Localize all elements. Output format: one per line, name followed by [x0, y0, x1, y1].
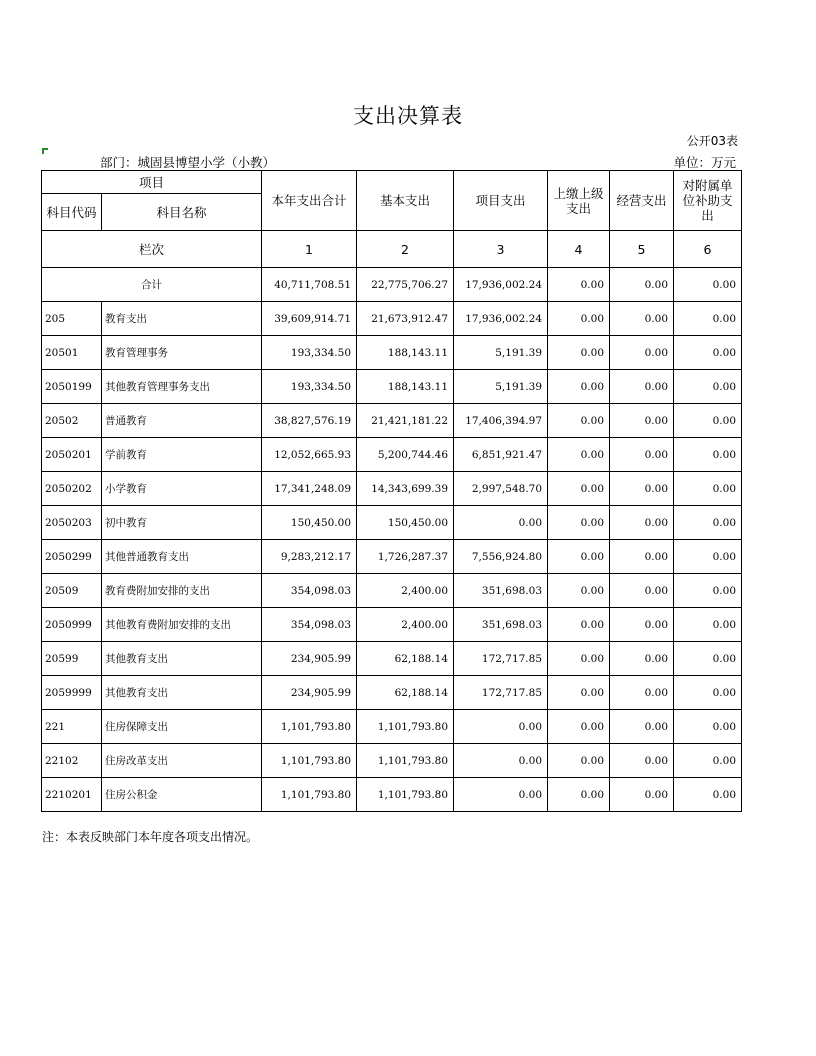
index-col: 4 — [548, 231, 610, 268]
row-value: 0.00 — [548, 404, 610, 438]
row-value: 0.00 — [454, 778, 548, 812]
row-value: 0.00 — [610, 370, 674, 404]
row-value: 0.00 — [454, 506, 548, 540]
header-item: 项目 — [42, 171, 262, 194]
row-value: 150,450.00 — [262, 506, 357, 540]
table-row — [42, 676, 742, 710]
row-code: 22102 — [42, 744, 102, 778]
row-value: 0.00 — [610, 710, 674, 744]
row-value: 193,334.50 — [262, 370, 357, 404]
sum-value: 0.00 — [610, 268, 674, 302]
row-value: 0.00 — [610, 506, 674, 540]
row-name: 住房改革支出 — [102, 744, 262, 778]
row-value: 9,283,212.17 — [262, 540, 357, 574]
table-row — [42, 438, 742, 472]
row-code: 20502 — [42, 404, 102, 438]
row-name: 教育支出 — [102, 302, 262, 336]
row-value: 0.00 — [674, 710, 742, 744]
department-label: 部门：城固县博望小学（小教） — [100, 155, 276, 170]
row-value: 0.00 — [610, 574, 674, 608]
row-value: 38,827,576.19 — [262, 404, 357, 438]
row-value: 62,188.14 — [357, 642, 454, 676]
row-value: 5,191.39 — [454, 336, 548, 370]
row-value: 0.00 — [610, 404, 674, 438]
row-value: 234,905.99 — [262, 676, 357, 710]
row-value: 0.00 — [548, 608, 610, 642]
index-col: 2 — [357, 231, 454, 268]
row-value: 0.00 — [454, 744, 548, 778]
row-name: 小学教育 — [102, 472, 262, 506]
row-value: 193,334.50 — [262, 336, 357, 370]
row-code: 2050299 — [42, 540, 102, 574]
row-value: 0.00 — [548, 438, 610, 472]
header-name: 科目名称 — [102, 194, 262, 231]
row-value: 0.00 — [548, 540, 610, 574]
row-value: 0.00 — [674, 370, 742, 404]
row-value: 1,101,793.80 — [357, 778, 454, 812]
table-row — [42, 472, 742, 506]
header-total: 本年支出合计 — [262, 171, 357, 231]
sum-value: 0.00 — [674, 268, 742, 302]
sum-label: 合计 — [42, 268, 262, 302]
form-number: 公开03表 — [686, 134, 738, 148]
row-code: 221 — [42, 710, 102, 744]
index-col: 6 — [674, 231, 742, 268]
row-value: 5,200,744.46 — [357, 438, 454, 472]
table-row — [42, 608, 742, 642]
row-code: 2050203 — [42, 506, 102, 540]
row-value: 0.00 — [674, 676, 742, 710]
row-value: 1,101,793.80 — [262, 710, 357, 744]
index-col: 1 — [262, 231, 357, 268]
row-value: 1,101,793.80 — [262, 744, 357, 778]
table-row — [42, 404, 742, 438]
table-row — [42, 370, 742, 404]
row-value: 2,400.00 — [357, 608, 454, 642]
row-value: 0.00 — [674, 336, 742, 370]
row-value: 0.00 — [610, 336, 674, 370]
row-value: 2,997,548.70 — [454, 472, 548, 506]
row-value: 0.00 — [674, 540, 742, 574]
row-value: 351,698.03 — [454, 574, 548, 608]
row-value: 0.00 — [548, 472, 610, 506]
row-code: 20599 — [42, 642, 102, 676]
header-basic: 基本支出 — [357, 171, 454, 231]
row-value: 1,101,793.80 — [357, 710, 454, 744]
row-value: 0.00 — [674, 404, 742, 438]
row-value: 0.00 — [548, 744, 610, 778]
sum-value: 22,775,706.27 — [357, 268, 454, 302]
row-value: 0.00 — [548, 676, 610, 710]
row-value: 0.00 — [674, 472, 742, 506]
row-name: 住房保障支出 — [102, 710, 262, 744]
row-value: 0.00 — [610, 608, 674, 642]
row-name: 其他教育支出 — [102, 642, 262, 676]
row-value: 0.00 — [674, 744, 742, 778]
table-row — [42, 540, 742, 574]
row-value: 172,717.85 — [454, 642, 548, 676]
row-value: 188,143.11 — [357, 370, 454, 404]
row-code: 2050202 — [42, 472, 102, 506]
header-business: 经营支出 — [610, 171, 674, 231]
sum-row — [42, 268, 742, 302]
header-subsidy: 对附属单位补助支出 — [674, 171, 742, 231]
row-name: 初中教育 — [102, 506, 262, 540]
index-col: 3 — [454, 231, 548, 268]
row-value: 14,343,699.39 — [357, 472, 454, 506]
row-value: 172,717.85 — [454, 676, 548, 710]
table-body — [42, 302, 742, 812]
header-code: 科目代码 — [42, 194, 102, 231]
row-value: 21,421,181.22 — [357, 404, 454, 438]
table-row — [42, 710, 742, 744]
header-superior: 上缴上级支出 — [548, 171, 610, 231]
table-note: 注：本表反映部门本年度各项支出情况。 — [42, 830, 259, 844]
page-title: 支出决算表 — [353, 104, 463, 128]
row-value: 0.00 — [548, 370, 610, 404]
row-value: 6,851,921.47 — [454, 438, 548, 472]
row-value: 1,101,793.80 — [262, 778, 357, 812]
unit-label: 单位：万元 — [673, 155, 736, 170]
row-name: 其他教育支出 — [102, 676, 262, 710]
row-value: 0.00 — [610, 302, 674, 336]
row-value: 0.00 — [548, 778, 610, 812]
table-row — [42, 336, 742, 370]
table-row — [42, 744, 742, 778]
row-value: 0.00 — [548, 336, 610, 370]
row-value: 354,098.03 — [262, 608, 357, 642]
row-value: 21,673,912.47 — [357, 302, 454, 336]
row-name: 普通教育 — [102, 404, 262, 438]
row-value: 0.00 — [610, 676, 674, 710]
row-name: 其他教育管理事务支出 — [102, 370, 262, 404]
row-value: 0.00 — [548, 506, 610, 540]
row-value: 0.00 — [674, 438, 742, 472]
header-project: 项目支出 — [454, 171, 548, 231]
row-value: 0.00 — [674, 608, 742, 642]
row-value: 17,341,248.09 — [262, 472, 357, 506]
row-code: 20501 — [42, 336, 102, 370]
row-code: 2210201 — [42, 778, 102, 812]
row-code: 20509 — [42, 574, 102, 608]
row-value: 0.00 — [610, 744, 674, 778]
row-value: 234,905.99 — [262, 642, 357, 676]
index-row-label: 栏次 — [42, 231, 262, 268]
row-name: 教育管理事务 — [102, 336, 262, 370]
row-name: 其他教育费附加安排的支出 — [102, 608, 262, 642]
row-value: 0.00 — [674, 302, 742, 336]
sum-value: 40,711,708.51 — [262, 268, 357, 302]
row-code: 2050201 — [42, 438, 102, 472]
row-value: 62,188.14 — [357, 676, 454, 710]
row-name: 学前教育 — [102, 438, 262, 472]
row-value: 0.00 — [610, 642, 674, 676]
sum-value: 0.00 — [548, 268, 610, 302]
row-value: 12,052,665.93 — [262, 438, 357, 472]
row-code: 2050999 — [42, 608, 102, 642]
sum-value: 17,936,002.24 — [454, 268, 548, 302]
row-value: 0.00 — [610, 438, 674, 472]
table-row — [42, 302, 742, 336]
row-value: 0.00 — [548, 642, 610, 676]
row-value: 7,556,924.80 — [454, 540, 548, 574]
row-value: 150,450.00 — [357, 506, 454, 540]
row-value: 17,406,394.97 — [454, 404, 548, 438]
row-value: 354,098.03 — [262, 574, 357, 608]
row-code: 205 — [42, 302, 102, 336]
table-row — [42, 506, 742, 540]
row-value: 0.00 — [674, 642, 742, 676]
row-value: 1,726,287.37 — [357, 540, 454, 574]
row-code: 2050199 — [42, 370, 102, 404]
row-value: 0.00 — [454, 710, 548, 744]
index-col: 5 — [610, 231, 674, 268]
row-value: 0.00 — [674, 506, 742, 540]
row-value: 0.00 — [548, 710, 610, 744]
row-value: 188,143.11 — [357, 336, 454, 370]
row-code: 2059999 — [42, 676, 102, 710]
row-value: 5,191.39 — [454, 370, 548, 404]
row-name: 住房公积金 — [102, 778, 262, 812]
row-value: 17,936,002.24 — [454, 302, 548, 336]
row-value: 0.00 — [548, 574, 610, 608]
row-value: 351,698.03 — [454, 608, 548, 642]
table-row — [42, 778, 742, 812]
table-row — [42, 642, 742, 676]
cell-marker-icon — [42, 148, 48, 154]
row-value: 0.00 — [610, 778, 674, 812]
table-row — [42, 574, 742, 608]
row-value: 1,101,793.80 — [357, 744, 454, 778]
row-value: 0.00 — [610, 540, 674, 574]
row-value: 0.00 — [674, 574, 742, 608]
row-value: 0.00 — [548, 302, 610, 336]
row-value: 39,609,914.71 — [262, 302, 357, 336]
row-name: 其他普通教育支出 — [102, 540, 262, 574]
row-value: 2,400.00 — [357, 574, 454, 608]
row-value: 0.00 — [674, 778, 742, 812]
row-value: 0.00 — [610, 472, 674, 506]
expenditure-table — [41, 170, 742, 812]
row-name: 教育费附加安排的支出 — [102, 574, 262, 608]
